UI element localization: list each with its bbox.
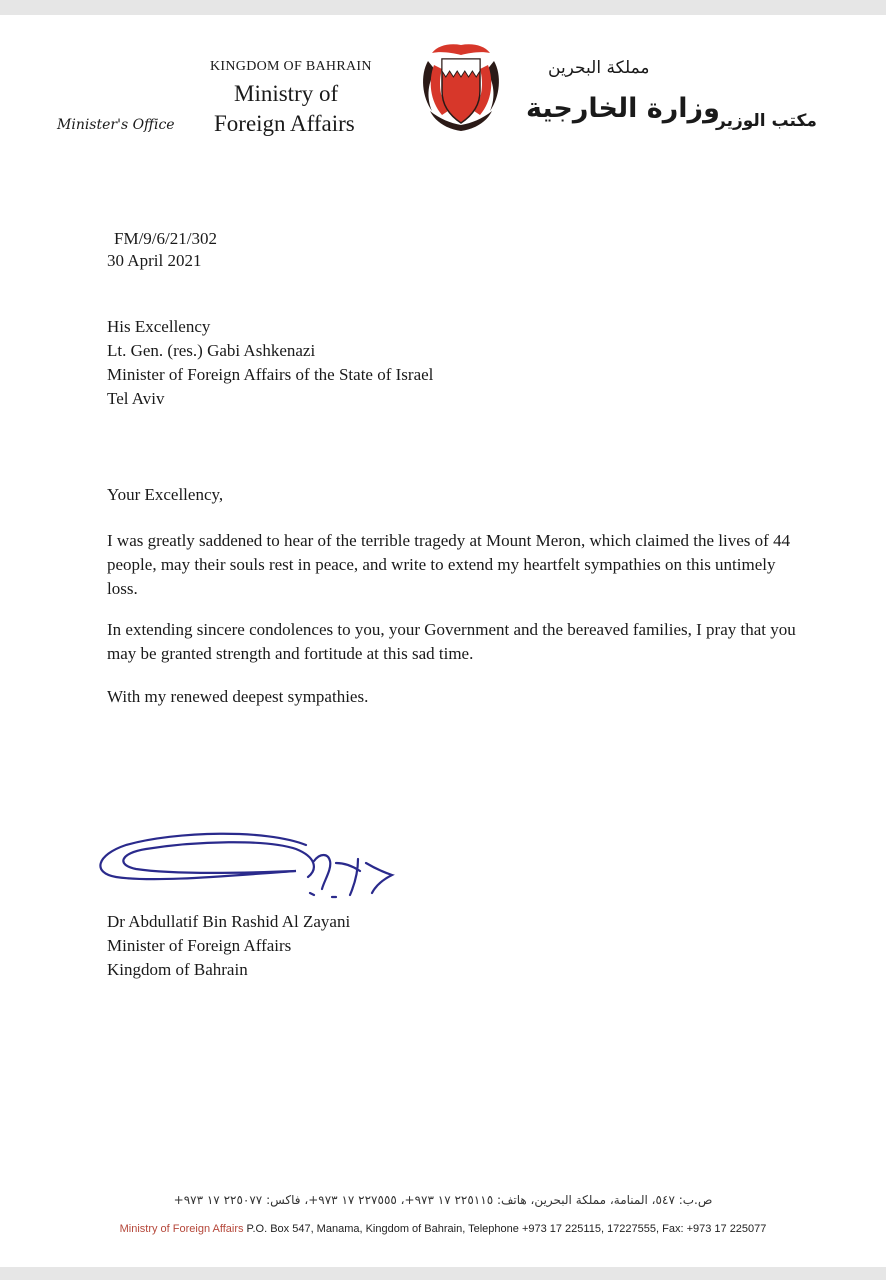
- ministry-name-ar: وزارة الخارجية: [526, 93, 720, 124]
- footer-address-en: [0, 1223, 886, 1235]
- kingdom-name-en: KINGDOM OF BAHRAIN: [210, 59, 372, 74]
- addressee-line: Tel Aviv: [107, 389, 165, 408]
- ministers-office-en: Minister's Office: [57, 117, 175, 133]
- ministers-office-ar: مكتب الوزير: [716, 111, 817, 131]
- letter-page: [0, 15, 886, 1267]
- footer-brand: Ministry of Foreign Affairs: [119, 1223, 244, 1235]
- ministry-name-en-line1: Ministry of: [234, 81, 339, 106]
- signer-country: Kingdom of Bahrain: [107, 960, 248, 979]
- addressee-line: Minister of Foreign Affairs of the State of Israel: [107, 365, 434, 384]
- kingdom-name-ar: مملكة البحرين: [548, 58, 650, 78]
- footer-address-ar: ص.ب: ٥٤٧، المنامة، مملكة البحرين، هاتف: ٢٢٥١١٥ ١٧ ٩٧٣+، ٢٢٧٥٥٥ ١٧ ٩٧٣+، فاكس: ٢٢٥٠٧٧ ١٧ ٩٧٣+: [173, 1193, 713, 1207]
- signer-title: Minister of Foreign Affairs: [107, 936, 292, 955]
- addressee-block: [107, 315, 433, 411]
- signer-name: Dr Abdullatif Bin Rashid Al Zayani: [107, 912, 351, 931]
- ministry-name-en-line2: Foreign Affairs: [214, 111, 355, 136]
- letter-date: 30 April 2021: [107, 251, 202, 270]
- addressee-line: Lt. Gen. (res.) Gabi Ashkenazi: [107, 341, 316, 360]
- signature: [96, 823, 406, 913]
- addressee-line: His Excellency: [107, 317, 211, 336]
- closing-line: With my renewed deepest sympathies.: [107, 687, 369, 706]
- reference-number: FM/9/6/21/302: [114, 229, 217, 248]
- salutation: Your Excellency,: [107, 485, 224, 504]
- body-paragraph-1: I was greatly saddened to hear of the terrible tragedy at Mount Meron, which claimed the lives of 44 people, may their souls rest in peace, and write to extend my heartfelt sympathies on this untimely loss.: [107, 531, 791, 598]
- bahrain-coat-of-arms-icon: [418, 41, 504, 133]
- signer-block: [107, 910, 350, 982]
- body-paragraph-2: In extending sincere condolences to you, your Government and the bereaved families, I pray that you may be granted strength and fortitude at this sad time.: [107, 620, 796, 663]
- footer-contact: P.O. Box 547, Manama, Kingdom of Bahrain, Telephone +973 17 225115, 17227555, Fax: +973 17 225077: [243, 1223, 767, 1235]
